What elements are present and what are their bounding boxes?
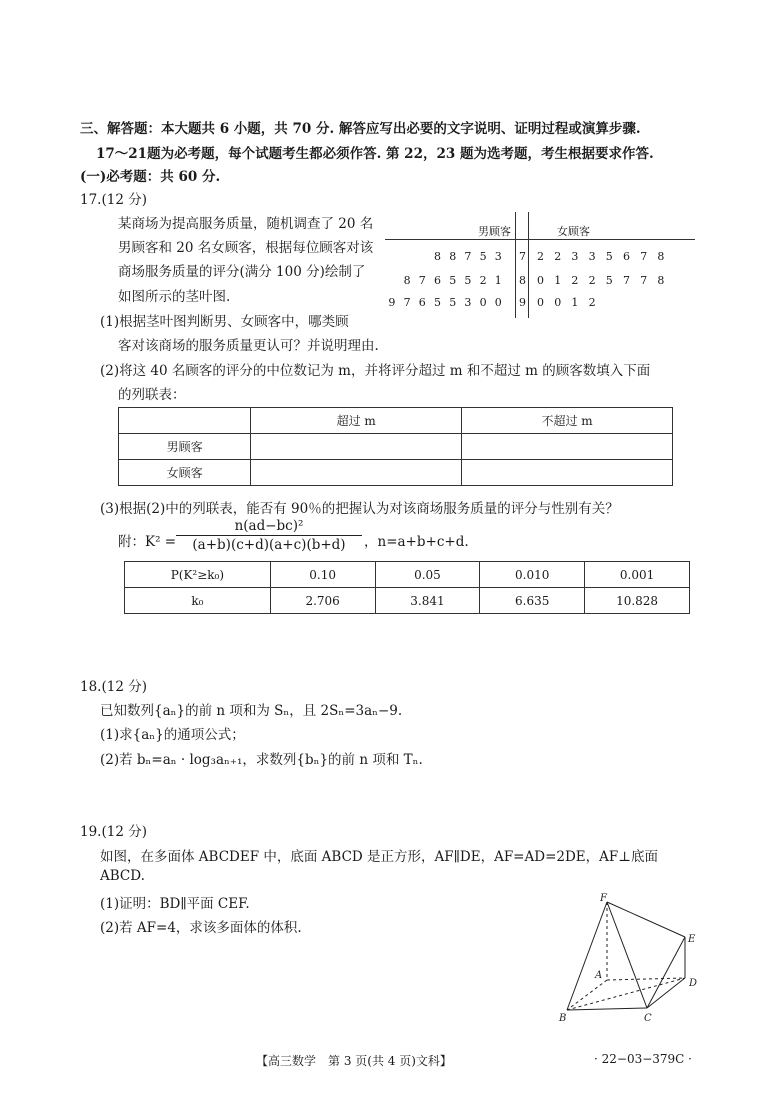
kt-cell: 0.10 (270, 562, 375, 588)
contingency-row-label: 女顾客 (119, 460, 251, 486)
section-instructions: 17～21题为必考题，每个试题考生都必须作答. 第 22，23 题为选考题，考生根据要求作答. (96, 146, 654, 162)
q17-sub1-line: (1)根据茎叶图判断男、女顾客中，哪类顾 (100, 314, 349, 330)
q19-line: (1)证明：BD∥平面 CEF. (100, 896, 250, 912)
footer-code: · 22−03−379C · (594, 1052, 692, 1066)
kt-cell: 3.841 (375, 588, 480, 614)
contingency-cell (462, 434, 673, 460)
q17-para-line: 男顾客和 20 名女顾客，根据每位顾客对该 (118, 240, 374, 256)
stem-header-rule (385, 239, 695, 240)
contingency-row-label: 男顾客 (119, 434, 251, 460)
q17-sub2-line: (2)将这 40 名顾客的评分的中位数记为 m，并将评分超过 m 和不超过 m 的顾客数填入下面 (100, 363, 651, 379)
question-19-number: 19.(12 分) (80, 824, 147, 840)
edge-BD (567, 978, 685, 1010)
stem-leaves-male: 8765521 (403, 274, 510, 287)
footer-page-info: 【高三数学 第 3 页(共 4 页)文科】 (256, 1054, 452, 1068)
stem-leaf-plot (385, 212, 695, 318)
stem-value: 7 (519, 250, 526, 263)
q19-line: ABCD. (100, 868, 145, 884)
formula-prefix: 附：K² = (118, 534, 177, 550)
question-17-number: 17.(12 分) (80, 192, 147, 208)
q17-sub1-line: 客对该商场的服务质量更认可？并说明理由. (118, 338, 379, 354)
formula-fraction (176, 518, 362, 553)
fraction-bar (176, 535, 362, 536)
stem-value: 9 (519, 296, 526, 309)
edge-CE (647, 937, 685, 1008)
kt-cell: 6.635 (480, 588, 585, 614)
q18-line: 已知数列{aₙ}的前 n 项和为 Sₙ，且 2Sₙ=3aₙ−9. (100, 703, 403, 719)
edge-FC (607, 902, 647, 1008)
stem-leaves-female: 22335678 (537, 250, 675, 263)
kt-row-label: k₀ (125, 588, 271, 614)
stem-leaves-female: 0012 (537, 296, 606, 309)
vertex-label-A: A (595, 970, 603, 981)
contingency-header-above: 超过 m (251, 408, 462, 434)
kt-cell: 0.001 (585, 562, 690, 588)
section-subheading: (一)必考题：共 60 分. (80, 169, 221, 185)
formula-numerator: n(ad−bc)² (234, 518, 304, 534)
question-18-number: 18.(12 分) (80, 679, 147, 695)
contingency-cell (251, 460, 462, 486)
contingency-table (118, 407, 673, 486)
formula-suffix: ，n=a+b+c+d. (364, 534, 469, 550)
q17-sub2-line: 的列联表： (118, 387, 186, 403)
stem-leaves-male: 88753 (434, 250, 510, 263)
kt-cell: 0.05 (375, 562, 480, 588)
q18-line: (1)求{aₙ}的通项公式； (100, 727, 245, 743)
contingency-cell (462, 460, 673, 486)
q19-line: (2)若 AF=4，求该多面体的体积. (100, 920, 302, 936)
q18-line: (2)若 bₙ=aₙ · log₃aₙ₊₁，求数列{bₙ}的前 n 项和 Tₙ. (100, 752, 423, 768)
vertex-label-D: D (689, 978, 698, 989)
critical-value-table (124, 561, 690, 614)
vertex-label-F: F (600, 893, 607, 904)
section-heading: 三、解答题：本大题共 6 小题，共 70 分. 解答应写出必要的文字说明、证明过程或演算步骤. (80, 121, 641, 137)
edge-AD (607, 978, 685, 980)
stem-leaves-male: 97655300 (388, 296, 510, 309)
q17-para-line: 某商场为提高服务质量，随机调查了 20 名 (118, 216, 374, 232)
kt-cell: 10.828 (585, 588, 690, 614)
edge-BC (567, 1008, 647, 1010)
stem-row (385, 274, 695, 292)
stem-row (385, 250, 695, 268)
contingency-header-not-above: 不超过 m (462, 408, 673, 434)
q19-line: 如图，在多面体 ABCDEF 中，底面 ABCD 是正方形，AF∥DE，AF=AD=2DE，AF⊥底面 (100, 849, 658, 865)
vertex-label-B: B (559, 1013, 567, 1024)
edge-CD (647, 978, 685, 1008)
stem-head-female: 女顾客 (557, 225, 590, 238)
stem-head-male: 男顾客 (478, 225, 511, 238)
stem-value: 8 (519, 274, 526, 287)
q17-sub3: (3)根据(2)中的列联表，能否有 90％的把握认为对该商场服务质量的评分与性别有关？ (100, 501, 619, 517)
kt-row-label: P(K²≥k₀) (125, 562, 271, 588)
stem-row (385, 296, 695, 314)
vertex-label-E: E (688, 934, 696, 945)
formula-denominator: (a+b)(c+d)(a+c)(b+d) (192, 537, 346, 553)
q17-para-line: 商场服务质量的评分(满分 100 分)绘制了 (118, 264, 366, 280)
polyhedron-figure (555, 890, 705, 1025)
contingency-header-blank (119, 408, 251, 434)
vertex-label-C: C (644, 1013, 652, 1024)
q17-para-line: 如图所示的茎叶图. (118, 289, 231, 305)
kt-cell: 2.706 (270, 588, 375, 614)
kt-cell: 0.010 (480, 562, 585, 588)
edge-FB (567, 902, 607, 1010)
contingency-cell (251, 434, 462, 460)
stem-leaves-female: 01225778 (537, 274, 675, 287)
